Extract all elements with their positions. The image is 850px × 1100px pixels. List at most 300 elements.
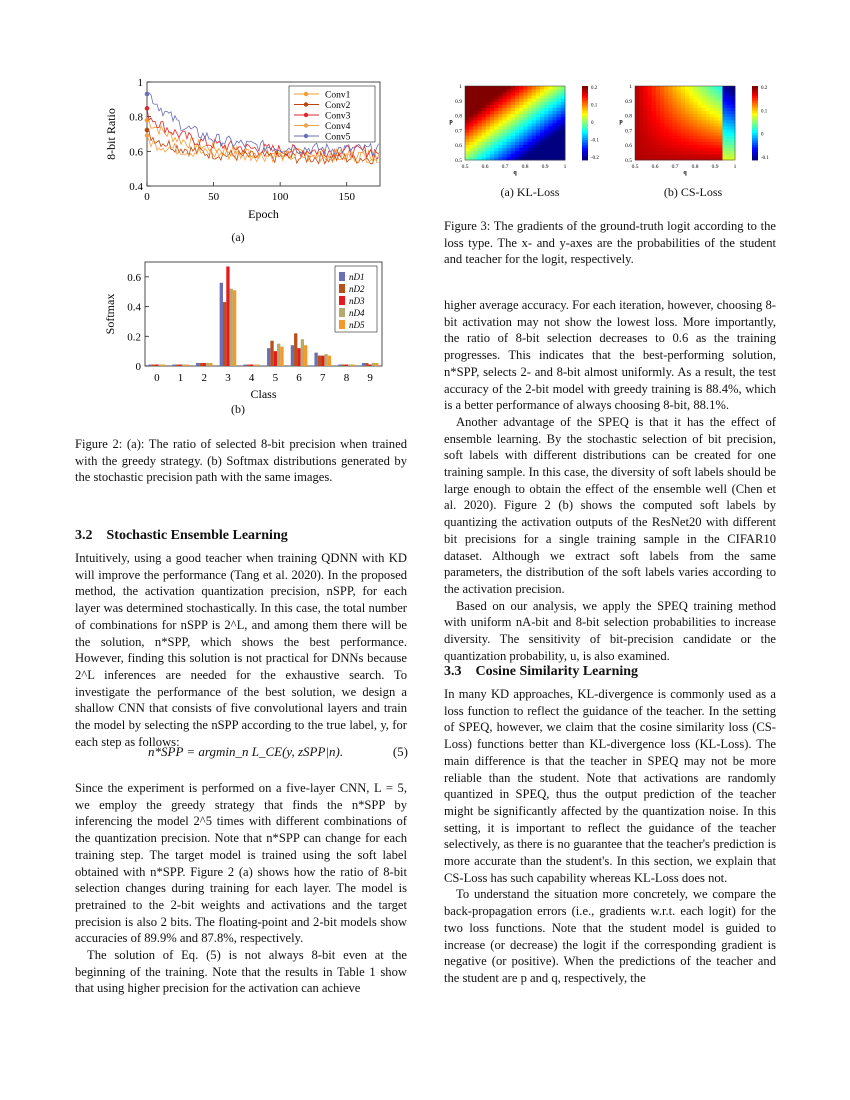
heatmap-cell [498, 117, 503, 120]
heatmap-cell [532, 117, 537, 120]
heatmap-cell [652, 108, 657, 111]
y-tick-label: 0.9 [625, 98, 632, 105]
heatmap-cell [673, 148, 678, 151]
heatmap-cell [482, 154, 487, 157]
y-tick-label: 0.9 [455, 98, 462, 105]
heatmap-cell [668, 89, 673, 92]
heatmap-cell [710, 145, 715, 148]
heatmap-cell [490, 135, 495, 138]
heatmap-cell [727, 95, 732, 98]
heatmap-cell [668, 154, 673, 157]
heatmap-cell [639, 89, 644, 92]
heatmap-cell [486, 114, 491, 117]
heatmap-cell [528, 92, 533, 95]
heatmap-cell [639, 95, 644, 98]
heatmap-cell [465, 86, 470, 89]
heatmap-cell [473, 89, 478, 92]
heatmap-cell [498, 92, 503, 95]
heatmap-cell [710, 108, 715, 111]
heatmap-cell [689, 108, 694, 111]
heatmap-cell [503, 135, 508, 138]
heatmap-cell [710, 117, 715, 120]
heatmap-cell [668, 95, 673, 98]
heatmap-cell [648, 126, 653, 129]
heatmap-cell [511, 138, 516, 141]
x-tick-label: 0.5 [631, 164, 639, 170]
heatmap-cell [660, 126, 665, 129]
equation-body: n*SPP = argmin_n L_CE(y, zSPP|n). [148, 744, 344, 759]
heatmap-cell [465, 151, 470, 154]
heatmap-cell [664, 148, 669, 151]
heatmap-cell [714, 129, 719, 132]
heatmap-cell [664, 117, 669, 120]
heatmap-cell [536, 123, 541, 126]
heatmap-cell [723, 126, 728, 129]
heatmap-cell [540, 138, 545, 141]
bar-nd4-class-4 [253, 365, 256, 366]
heatmap-cell [689, 138, 694, 141]
heatmap-cell [515, 154, 520, 157]
heatmap-cell [635, 142, 640, 145]
colorbar-segment [752, 113, 758, 116]
heatmap-cell [523, 138, 528, 141]
heatmap-cell [693, 111, 698, 114]
heatmap-cell [643, 135, 648, 138]
heatmap-cell [486, 148, 491, 151]
heatmap-cell [714, 120, 719, 123]
x-tick-label: 0.7 [671, 164, 679, 170]
heatmap-cell [648, 92, 653, 95]
heatmap-cell [660, 145, 665, 148]
heatmap-cell [710, 95, 715, 98]
heatmap-cell [714, 132, 719, 135]
colorbar-segment [582, 111, 588, 114]
heatmap-cell [664, 108, 669, 111]
heatmap-cell [523, 123, 528, 126]
heatmap-cell [639, 114, 644, 117]
heatmap-cell [660, 129, 665, 132]
x-tick-label: 150 [338, 191, 355, 203]
heatmap-cell [706, 126, 711, 129]
heatmap-cell [677, 117, 682, 120]
heatmap-cell [660, 95, 665, 98]
heatmap-cell [693, 138, 698, 141]
heatmap-cell [507, 151, 512, 154]
heatmap-cell [523, 151, 528, 154]
heatmap-cell [519, 111, 524, 114]
heatmap-cell [718, 111, 723, 114]
heatmap-cell [727, 129, 732, 132]
heatmap-cell [698, 142, 703, 145]
heatmap-cell [664, 138, 669, 141]
heatmap-cell [515, 95, 520, 98]
heatmap-cell [532, 92, 537, 95]
heatmap-cell [557, 101, 562, 104]
heatmap-cell [519, 132, 524, 135]
heatmap-cell [494, 86, 499, 89]
heatmap-cell [702, 138, 707, 141]
colorbar-tick-label: -0.2 [591, 156, 599, 161]
colorbar-segment [582, 145, 588, 148]
bar-nd3-class-7 [321, 356, 324, 366]
y-tick-label: 1 [629, 84, 632, 90]
heatmap-cell [689, 120, 694, 123]
heatmap-cell [673, 120, 678, 123]
heatmap-cell [698, 98, 703, 101]
heatmap-cell [710, 126, 715, 129]
heatmap-cell [714, 101, 719, 104]
heatmap-cell [698, 111, 703, 114]
heatmap-cell [731, 138, 736, 141]
heatmap-cell [478, 111, 483, 114]
heatmap-cell [540, 111, 545, 114]
heatmap-cell [465, 138, 470, 141]
bar-nd1-class-1 [172, 365, 175, 366]
heatmap-cell [648, 145, 653, 148]
legend-label: nD3 [349, 296, 365, 306]
heatmap-cell [668, 111, 673, 114]
heatmap-cell [515, 89, 520, 92]
heatmap-cell [473, 132, 478, 135]
heatmap-cell [553, 132, 558, 135]
y-tick-label: 0.6 [625, 143, 632, 150]
heatmap-cell [656, 123, 661, 126]
heatmap-cell [668, 98, 673, 101]
bar-nd5-class-8 [351, 365, 354, 366]
bar-nd3-class-5 [274, 351, 277, 366]
heatmap-cell [723, 111, 728, 114]
heatmap-cell [681, 120, 686, 123]
heatmap-cell [532, 154, 537, 157]
heatmap-cell [553, 123, 558, 126]
heatmap-cell [465, 135, 470, 138]
heatmap-cell [668, 145, 673, 148]
heatmap-cell [698, 101, 703, 104]
heatmap-cell [523, 148, 528, 151]
heatmap-cell [540, 86, 545, 89]
heatmap-cell [660, 111, 665, 114]
heatmap-cell [689, 126, 694, 129]
heatmap-cell [553, 148, 558, 151]
heatmap-cell [714, 154, 719, 157]
heatmap-cell [656, 92, 661, 95]
heatmap-cell [473, 105, 478, 108]
bar-nd4-class-7 [324, 354, 327, 366]
heatmap-cell [523, 142, 528, 145]
heatmap-cell [557, 142, 562, 145]
heatmap-cell [643, 154, 648, 157]
heatmap-cell [648, 98, 653, 101]
heatmap-cell [714, 86, 719, 89]
heatmap-cell [723, 86, 728, 89]
heatmap-cell [511, 126, 516, 129]
colorbar-segment [582, 121, 588, 124]
heatmap-cell [648, 151, 653, 154]
heatmap-cell [656, 117, 661, 120]
heatmap-cell [706, 117, 711, 120]
heatmap-cell [557, 117, 562, 120]
heatmap-cell [664, 86, 669, 89]
heatmap-cell [639, 132, 644, 135]
heatmap-cell [561, 111, 566, 114]
heatmap-cell [553, 86, 558, 89]
heatmap-cell [677, 120, 682, 123]
x-tick-label: 0.9 [711, 164, 719, 170]
heatmap-cell [677, 138, 682, 141]
heatmap-cell [643, 101, 648, 104]
heatmap-cell [681, 108, 686, 111]
heatmap-cell [685, 126, 690, 129]
heatmap-cell [656, 145, 661, 148]
heatmap-cell [532, 105, 537, 108]
heatmap-cell [519, 154, 524, 157]
heatmap-cell [523, 132, 528, 135]
x-tick-label: 50 [208, 191, 220, 203]
heatmap-cell [494, 105, 499, 108]
heatmap-cell [656, 114, 661, 117]
heatmap-cell [503, 89, 508, 92]
heatmap-cell [681, 126, 686, 129]
heatmap-cell [718, 145, 723, 148]
heatmap-cell [469, 151, 474, 154]
heatmap-cell [731, 154, 736, 157]
heatmap-cell [639, 148, 644, 151]
heatmap-cell [544, 145, 549, 148]
heatmap-cell [702, 154, 707, 157]
heatmap-cell [706, 142, 711, 145]
heatmap-cell [723, 142, 728, 145]
heatmap-cell [482, 114, 487, 117]
heatmap-cell [673, 114, 678, 117]
heatmap-cell [469, 114, 474, 117]
colorbar-segment [752, 101, 758, 104]
heatmap-cell [677, 89, 682, 92]
heatmap-cell [494, 120, 499, 123]
heatmap-cell [523, 114, 528, 117]
heatmap-cell [519, 105, 524, 108]
heatmap-cell [553, 126, 558, 129]
heatmap-cell [540, 142, 545, 145]
heatmap-cell [557, 148, 562, 151]
heatmap-cell [478, 86, 483, 89]
y-tick-label: 0.5 [625, 158, 632, 164]
heatmap-cell [648, 95, 653, 98]
heatmap-cell [710, 111, 715, 114]
heatmap-cell [519, 108, 524, 111]
heatmap-cell [643, 105, 648, 108]
heatmap-cell [660, 123, 665, 126]
heatmap-cell [731, 123, 736, 126]
heatmap-cell [469, 98, 474, 101]
heatmap-cell [490, 129, 495, 132]
heatmap-cell [478, 132, 483, 135]
paragraph: Since the experiment is performed on a five-layer CNN, L = 5, we employ the greedy strategy that finds the n*SPP by inferencing the model 2^5 times with different combinations of the quantization precision. Note that n*SPP can change for each training step. The target model is trained using the soft label obtained with n*SPP. Figure 2 (a) shows how the ratio of 8-bit selection changes during training for each layer. The model is pretrained to the 2-bit weights and activations and the target precision is also 2 bits. The floating-point and 2-bit models show accuracies of 89.9% and 87.8%, respectively. [75, 781, 407, 946]
heatmap-cell [652, 123, 657, 126]
heatmap-cell [498, 135, 503, 138]
heatmap-cell [536, 126, 541, 129]
heatmap-cell [677, 114, 682, 117]
heatmap-cell [544, 111, 549, 114]
heatmap-cell [723, 138, 728, 141]
bar-nd5-class-5 [280, 347, 283, 366]
heatmap-cell [656, 86, 661, 89]
heatmap-cell [465, 89, 470, 92]
colorbar-segment [752, 138, 758, 141]
heatmap-cell [685, 95, 690, 98]
colorbar-segment [752, 128, 758, 131]
heatmap-cell [723, 120, 728, 123]
heatmap-cell [689, 86, 694, 89]
heatmap-cell [498, 89, 503, 92]
heatmap-cell [507, 117, 512, 120]
heatmap-cell [544, 132, 549, 135]
heatmap-cell [664, 145, 669, 148]
heatmap-cell [635, 151, 640, 154]
heatmap-cell [702, 98, 707, 101]
heatmap-cell [536, 138, 541, 141]
heatmap-cell [643, 132, 648, 135]
heatmap-cell [668, 123, 673, 126]
heatmap-cell [639, 123, 644, 126]
heatmap-cell [544, 154, 549, 157]
heatmap-cell [473, 135, 478, 138]
heatmap-cell [473, 108, 478, 111]
colorbar-segment [752, 150, 758, 153]
bar-nd3-class-3 [226, 266, 229, 366]
heatmap-cell [544, 135, 549, 138]
heatmap-cell [635, 111, 640, 114]
heatmap-cell [528, 86, 533, 89]
heatmap-cell [469, 129, 474, 132]
heatmap-cell [731, 117, 736, 120]
heatmap-cell [685, 151, 690, 154]
heatmap-cell [635, 145, 640, 148]
heatmap-cell [511, 123, 516, 126]
heatmap-cell [706, 123, 711, 126]
heatmap-cell [656, 108, 661, 111]
heatmap-cell [519, 129, 524, 132]
heatmap-cell [548, 154, 553, 157]
heatmap-cell [486, 105, 491, 108]
heatmap-cell [548, 151, 553, 154]
heatmap-cell [702, 129, 707, 132]
heatmap-cell [727, 138, 732, 141]
heatmap-cell [718, 123, 723, 126]
heatmap-cell [689, 89, 694, 92]
heatmap-cell [693, 101, 698, 104]
heatmap-cell [656, 142, 661, 145]
colorbar-tick-label: 0.2 [591, 86, 598, 91]
heatmap-cell [673, 132, 678, 135]
heatmap-cell [519, 138, 524, 141]
bar-nd3-class-1 [179, 365, 182, 366]
heatmap-cell [685, 108, 690, 111]
heatmap-cell [511, 86, 516, 89]
colorbar-tick-label: 0.2 [761, 86, 768, 91]
x-tick-label: 6 [296, 372, 302, 384]
heatmap-cell [656, 154, 661, 157]
heatmap-cell [540, 120, 545, 123]
heatmap-cell [668, 151, 673, 154]
heatmap-cell [536, 129, 541, 132]
heatmap-cell [478, 105, 483, 108]
heatmap-cell [503, 101, 508, 104]
heatmap-cell [710, 138, 715, 141]
heatmap-cell [544, 151, 549, 154]
heatmap-cell [673, 86, 678, 89]
heatmap-cell [557, 154, 562, 157]
heatmap-cell [553, 145, 558, 148]
heatmap-cell [482, 101, 487, 104]
paragraph: To understand the situation more concretely, we compare the back-propagation errors (i.e., gradients w.r.t. each logit) for the two loss functions. Note that the student model is guided to increase (or decrease) the logit if the corresponding gradient is negative (or positive). When the predictions of the teacher and the student are p and q, respectively, the [444, 887, 776, 985]
heatmap-cell [702, 126, 707, 129]
heatmap-cell [718, 108, 723, 111]
heatmap-cell [503, 126, 508, 129]
heatmap-cell [548, 148, 553, 151]
heatmap-cell [553, 111, 558, 114]
heatmap-cell [507, 145, 512, 148]
heatmap-cell [548, 142, 553, 145]
heatmap-cell [561, 95, 566, 98]
heatmap-cell [677, 101, 682, 104]
heatmap-cell [523, 117, 528, 120]
heatmap-cell [557, 151, 562, 154]
heatmap-cell [548, 95, 553, 98]
legend-label: Conv5 [325, 132, 351, 143]
heatmap-cell [731, 135, 736, 138]
heatmap-cell [656, 89, 661, 92]
colorbar-segment [752, 155, 758, 158]
heatmap-cell [731, 126, 736, 129]
heatmap-cell [540, 105, 545, 108]
colorbar-segment [582, 123, 588, 126]
heatmap-cell [548, 114, 553, 117]
colorbar-tick-label: -0.1 [591, 138, 599, 144]
heatmap-cell [473, 95, 478, 98]
heatmap-cell [532, 123, 537, 126]
heatmap-cell [544, 126, 549, 129]
heatmap-cell [639, 154, 644, 157]
heatmap-cell [693, 126, 698, 129]
heatmap-cell [681, 148, 686, 151]
heatmap-cell [660, 89, 665, 92]
heatmap-cell [465, 148, 470, 151]
heatmap-cell [507, 138, 512, 141]
heatmap-cell [689, 154, 694, 157]
colorbar-tick-label: 0.1 [761, 109, 768, 115]
heatmap-cell [494, 132, 499, 135]
heatmap-cell [706, 89, 711, 92]
y-tick-label: 0.2 [127, 331, 141, 344]
heatmap-cell [523, 95, 528, 98]
heatmap-cell [698, 132, 703, 135]
colorbar-segment [752, 93, 758, 96]
heatmap-cell [652, 95, 657, 98]
heatmap-cell [668, 92, 673, 95]
x-tick-label: 0.9 [541, 164, 549, 170]
heatmap-cell [698, 86, 703, 89]
y-axis-label: Softmax [103, 293, 117, 335]
heatmap-cell [544, 120, 549, 123]
heatmap-cell [515, 101, 520, 104]
heatmap-cell [469, 142, 474, 145]
heatmap-cell [656, 105, 661, 108]
heatmap-cell [714, 145, 719, 148]
heatmap-cell [635, 89, 640, 92]
heatmap-cell [561, 101, 566, 104]
bar-nd1-class-7 [314, 353, 317, 366]
heatmap-cell [536, 92, 541, 95]
